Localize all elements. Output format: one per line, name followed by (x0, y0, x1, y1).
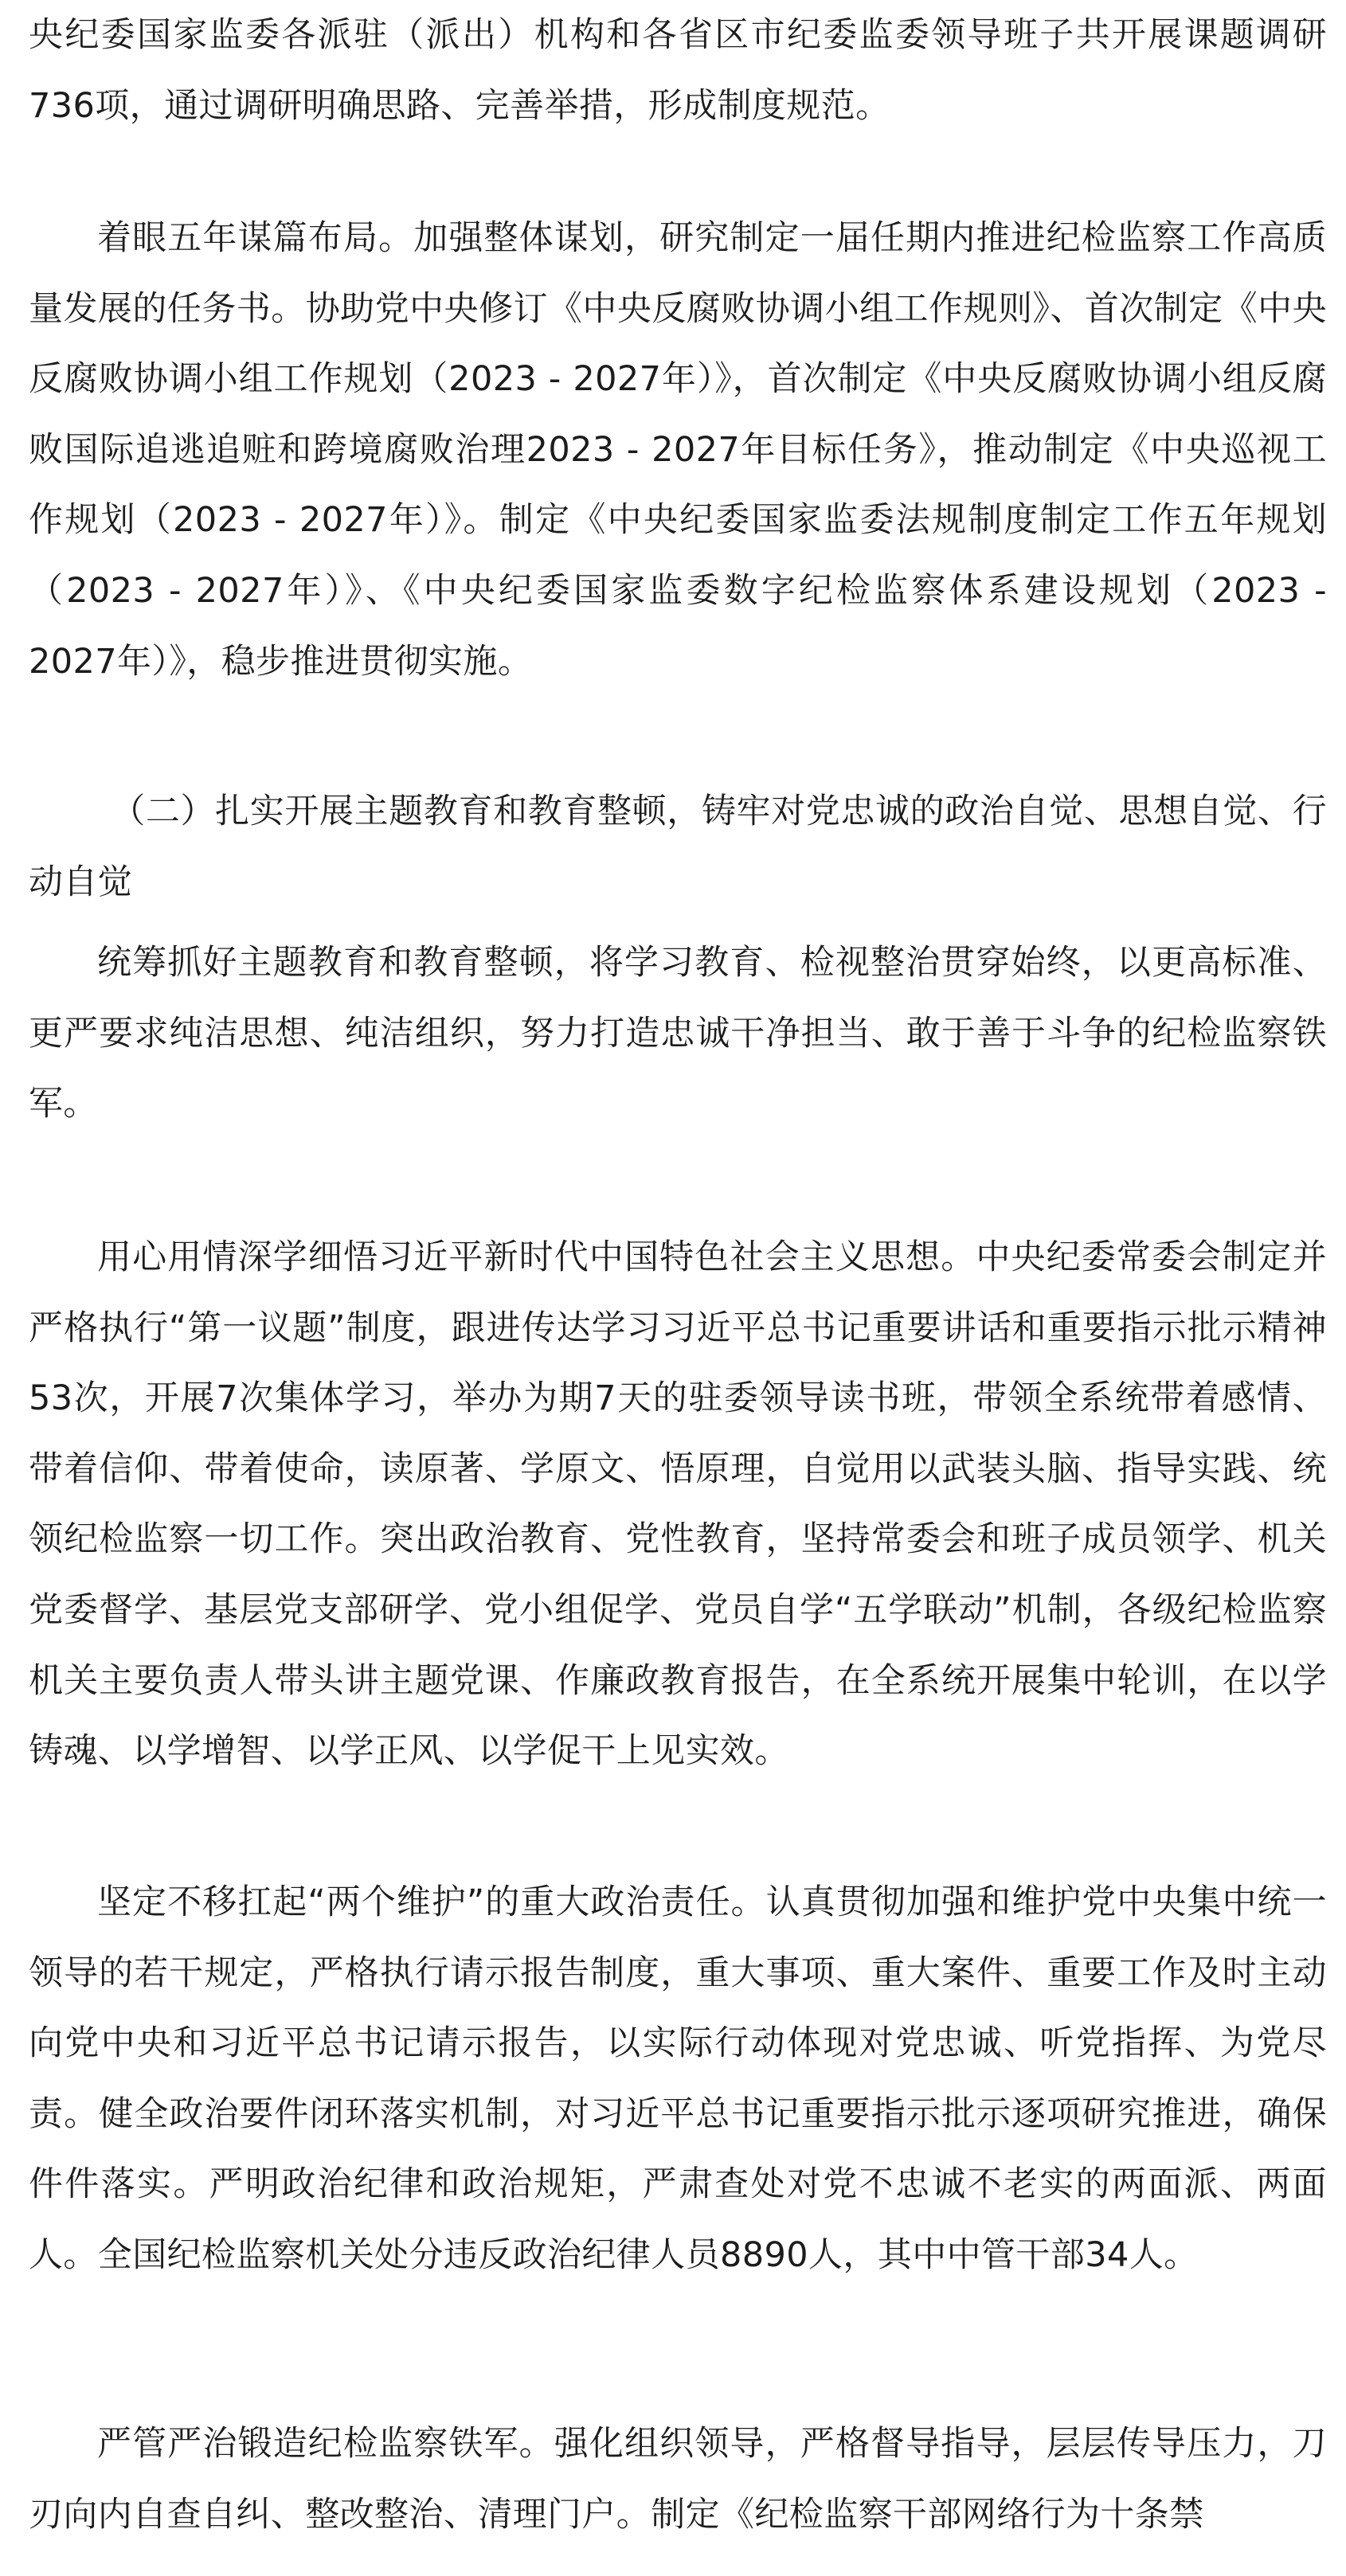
paragraph-continued-text: 央纪委国家监委各派驻（派出）机构和各省区市纪委监委领导班子共开展课题调研736项，通过调研明确思路、完善举措，形成制度规范。 (29, 15, 1327, 126)
paragraph-study-thought: 用心用情深学细悟习近平新时代中国特色社会主义思想。中央纪委常委会制定并严格执行“第一议题”制度，跟进传达学习习近平总书记重要讲话和重要指示批示精神53次，开展7次集体学习，举办为期7天的驻委领导读书班，带领全系统带着感情、带着信仰、带着使命，读原著、学原文、悟原理，自觉用以武装头脑、指导实践、统领纪检监察一切工作。突出政治教育、党性教育，坚持常委会和班子成员领学、机关党委督学、基层党支部研学、党小组促学、党员自学“五学联动”机制，各级纪检监察机关主要负责人带头讲主题党课、作廉政教育报告，在全系统开展集中轮训，在以学铸魂、以学增智、以学正风、以学促干上见实效。 (29, 1237, 1327, 1772)
paragraph-two-safeguards: 坚定不移扛起“两个维护”的重大政治责任。认真贯彻加强和维护党中央集中统一领导的若干规定，严格执行请示报告制度，重大事项、重大案件、重要工作及时主动向党中央和习近平总书记请示报告，以实际行动体现对党忠诚、听党指挥、为党尽责。健全政治要件闭环落实机制，对习近平总书记重要指示批示逐项研究推进，确保件件落实。严明政治纪律和政治规矩，严肃查处对党不忠诚不老实的两面派、两面人。全国纪检监察机关处分违反政治纪律人员8890人，其中中管干部34人。 (29, 1882, 1327, 2275)
paragraph-five-year-planning: 着眼五年谋篇布局。加强整体谋划，研究制定一届任期内推进纪检监察工作高质量发展的任务书。协助党中央修订《中央反腐败协调小组工作规则》、首次制定《中央反腐败协调小组工作规划（2023 - 2027年）》，首次制定《中央反腐败协调小组反腐败国际追逃追赃和跨境腐败治理2023 - 2027年目标任务》，推动制定《中央巡视工作规划（2023 - 2027年）》。制定《中央纪委国家监委法规制度制定工作五年规划（2023 - 2027年）》、《中央纪委国家监委数字纪检监察体系建设规划（2023 - 2027年）》，稳步推进贯彻实施。 (29, 218, 1327, 682)
paragraph-theme-education-overview: 统筹抓好主题教育和教育整顿，将学习教育、检视整治贯穿始终，以更高标准、更严要求纯洁思想、纯洁组织，努力打造忠诚干净担当、敢于善于斗争的纪检监察铁军。 (29, 943, 1327, 1124)
section-heading-2: （二）扎实开展主题教育和教育整顿，铸牢对党忠诚的政治自觉、思想自觉、行动自觉 (29, 792, 1327, 902)
paragraph-strict-management: 严管严治锻造纪检监察铁军。强化组织领导，严格督导指导，层层传导压力，刀刃向内自查自纠、整改整治、清理门户。制定《纪检监察干部网络行为十条禁 (29, 2424, 1327, 2535)
